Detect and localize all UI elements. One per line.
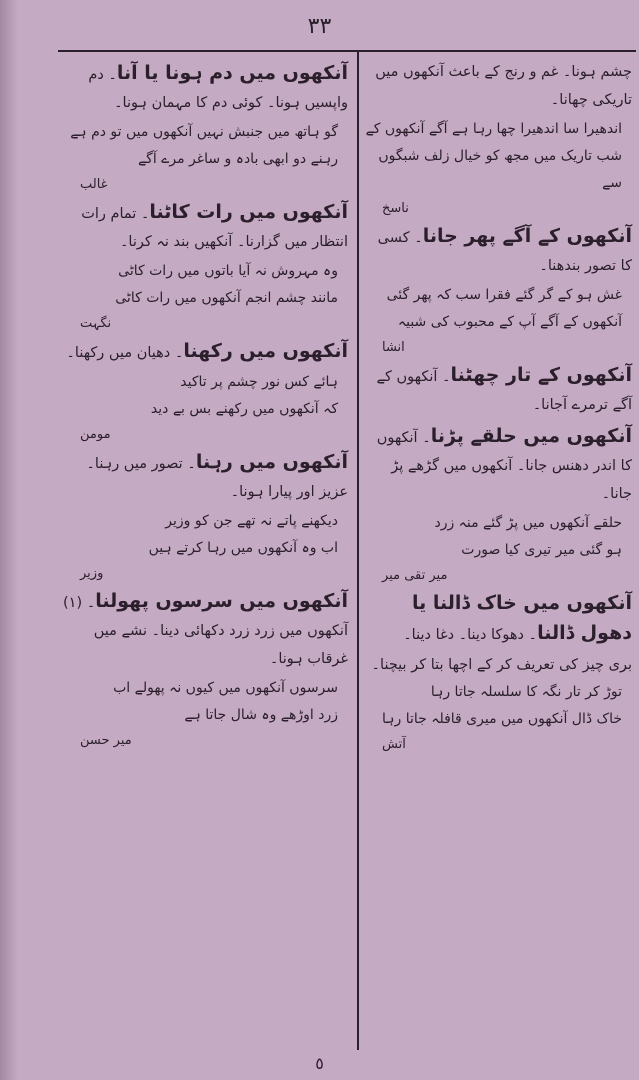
entry-text: چشم ہونا۔ غم و رنج کے باعث آنکھوں میں تاریکی چھانا۔ xyxy=(375,64,632,108)
entry xyxy=(364,588,632,649)
entry xyxy=(62,586,348,673)
header-rule xyxy=(58,50,636,52)
verse-line: دیکھنے پاتے نہ تھے جن کو وزیر xyxy=(165,513,338,529)
left-column xyxy=(62,58,348,753)
column-divider xyxy=(357,52,359,1050)
right-column xyxy=(364,58,632,757)
verse-line: شب تاریک میں مجھ کو خیال زلف شبگوں سے xyxy=(378,148,622,191)
entry-headword: آنکھوں میں رہنا xyxy=(195,451,348,473)
entry-text: ۔ (۱) آنکھوں میں زرد زرد دکھائی دینا۔ نشے میں غرقاب ہونا۔ xyxy=(63,595,348,667)
poet-name: آتش xyxy=(382,737,406,752)
verse-line: رہنے دو ابھی بادہ و ساغر مرے آگے xyxy=(137,151,338,167)
verse-line: اندھیرا سا اندھیرا چھا رہا ہے آگے آنکھوں کے xyxy=(365,121,622,137)
entry xyxy=(62,336,348,367)
poet-name: ناسخ xyxy=(382,201,409,216)
poet-name: وزیر xyxy=(80,566,104,581)
verse-line: اب وہ آنکھوں میں رہا کرتے ہیں xyxy=(148,540,338,556)
entry-text: ۔ آنکھوں کا اندر دھنس جانا۔ آنکھوں میں گڑھے پڑ جانا۔ xyxy=(376,430,632,502)
entry xyxy=(62,197,348,256)
entry-text: ۔ تمام رات انتظار میں گزارنا۔ آنکھیں بند نہ کرنا۔ xyxy=(81,206,348,250)
entry-text: ۔ کسی کا تصور بندھنا۔ xyxy=(377,230,632,274)
entry-text: ۔ دھیان میں رکھنا۔ xyxy=(66,345,184,361)
entry-headword: آنکھوں میں سرسوں پھولنا xyxy=(95,590,348,612)
entry xyxy=(364,58,632,114)
entry-headword: آنکھوں کے تار چھٹنا xyxy=(450,364,632,386)
poet-name: انشا xyxy=(382,340,405,355)
verse-line: وہ مہروش نہ آیا باتوں میں رات کاٹی xyxy=(118,263,338,279)
poet-name: نگہت xyxy=(80,316,112,331)
poet-name: غالب xyxy=(80,177,108,192)
entry xyxy=(364,360,632,419)
entry-text: ۔ دم واپسیں ہونا۔ کوئی دم کا مہمان ہونا۔ xyxy=(88,67,348,111)
verse-line: غش ہو کے گر گئے فقرا سب کہ پھر گئی xyxy=(386,287,622,303)
entry-text: ۔ تصور میں رہنا۔ عزیز اور پیارا ہونا۔ xyxy=(86,456,348,500)
verse-line: حلقے آنکھوں میں پڑ گئے منہ زرد xyxy=(434,515,622,531)
entry xyxy=(62,447,348,506)
verse-line: مانند چشم انجم آنکھوں میں رات کاٹی xyxy=(115,290,338,306)
entry-headword: آنکھوں میں حلقے پڑنا xyxy=(430,425,632,447)
entry-headword: آنکھوں میں رات کاٹنا xyxy=(149,201,348,223)
verse-line: توڑ کر تار نگہ کا سلسلہ جاتا رہا xyxy=(430,684,622,700)
entry xyxy=(364,421,632,508)
entry-headword: آنکھوں میں رکھنا xyxy=(183,340,348,362)
entry-headword: آنکھوں کے آگے پھر جانا xyxy=(422,225,632,247)
entry-headword: آنکھوں میں خاک ڈالنا یا دھول ڈالنا xyxy=(412,592,632,644)
page-number-bottom: ٥ xyxy=(315,1054,324,1073)
verse-line: سرسوں آنکھوں میں کیوں نہ پھولے اب xyxy=(113,680,338,696)
entry-text: ۔ آنکھوں کے آگے ترمرے آجانا۔ xyxy=(376,369,632,413)
verse-line: گو ہاتھ میں جنبش نہیں آنکھوں میں تو دم ہے xyxy=(70,124,338,140)
verse-line: خاک ڈال آنکھوں میں میری قافلہ جاتا رہا xyxy=(382,711,622,727)
verse-line: ہو گئی میر تیری کیا صورت xyxy=(461,542,622,558)
verse-line: ہائے کس نور چشم پر تاکید xyxy=(180,374,338,390)
poet-name: مومن xyxy=(80,427,111,442)
entry-text: ۔ دھوکا دینا۔ دغا دینا۔ xyxy=(403,627,538,643)
verse-line: آنکھوں کے آگے آپ کے محبوب کی شبیہ xyxy=(397,314,622,330)
poet-name: میر حسن xyxy=(80,733,132,748)
entry-text: بری چیز کی تعریف کر کے اچھا بتا کر بیچنا۔ xyxy=(371,657,632,673)
page-number-top: ٣٣ xyxy=(307,14,332,39)
poet-name: میر تقی میر xyxy=(382,568,448,583)
verse-line: کہ آنکھوں میں رکھنے بس بے دید xyxy=(150,401,338,417)
page-edge-shadow xyxy=(0,0,18,1080)
entry-headword: آنکھوں میں دم ہونا یا آنا xyxy=(116,62,348,84)
entry xyxy=(62,58,348,117)
verse-line: زرد اوڑھے وہ شال جاتا ہے xyxy=(184,707,338,723)
entry xyxy=(364,221,632,280)
